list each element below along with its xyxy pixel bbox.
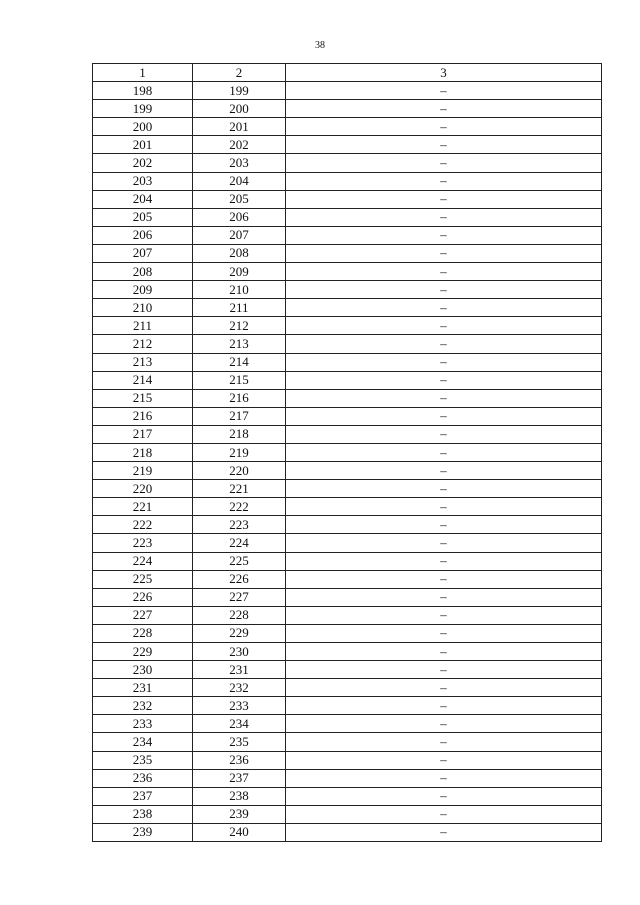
table-row (93, 787, 602, 805)
table-cell-col-2: 202 (193, 136, 286, 154)
table-cell-col-3: – (286, 425, 602, 443)
table-cell-col-2: 228 (193, 606, 286, 624)
table-cell-col-3: – (286, 335, 602, 353)
table-cell-col-1: 210 (93, 299, 193, 317)
table-cell-col-1: 199 (93, 100, 193, 118)
table-cell-col-1: 205 (93, 208, 193, 226)
table-cell-col-3: – (286, 154, 602, 172)
table-row (93, 624, 602, 642)
table-cell-col-2: 231 (193, 661, 286, 679)
table-cell-col-2: 203 (193, 154, 286, 172)
table-cell-col-1: 214 (93, 371, 193, 389)
table-cell-col-3: – (286, 100, 602, 118)
table-cell-col-2: 223 (193, 516, 286, 534)
table-cell-col-1: 220 (93, 480, 193, 498)
table-cell-col-1: 204 (93, 190, 193, 208)
column-header-1: 1 (93, 64, 193, 82)
table-cell-col-3: – (286, 769, 602, 787)
table-row (93, 82, 602, 100)
table-cell-col-1: 201 (93, 136, 193, 154)
table-row (93, 371, 602, 389)
table-cell-col-3: – (286, 805, 602, 823)
table-cell-col-3: – (286, 226, 602, 244)
table-row (93, 715, 602, 733)
table-cell-col-1: 219 (93, 462, 193, 480)
table-cell-col-2: 212 (193, 317, 286, 335)
table-cell-col-3: – (286, 697, 602, 715)
table-cell-col-1: 234 (93, 733, 193, 751)
table-cell-col-1: 198 (93, 82, 193, 100)
table-cell-col-3: – (286, 588, 602, 606)
table-cell-col-1: 232 (93, 697, 193, 715)
table-cell-col-3: – (286, 823, 602, 841)
table-cell-col-1: 237 (93, 787, 193, 805)
table-cell-col-1: 224 (93, 552, 193, 570)
table-cell-col-2: 200 (193, 100, 286, 118)
table-cell-col-2: 239 (193, 805, 286, 823)
table-cell-col-2: 220 (193, 462, 286, 480)
table-cell-col-2: 210 (193, 281, 286, 299)
table-row (93, 100, 602, 118)
table-row (93, 208, 602, 226)
table-cell-col-1: 223 (93, 534, 193, 552)
table-cell-col-1: 235 (93, 751, 193, 769)
table-cell-col-1: 227 (93, 606, 193, 624)
data-table (92, 63, 602, 842)
table-cell-col-3: – (286, 606, 602, 624)
table-cell-col-2: 235 (193, 733, 286, 751)
table-cell-col-1: 215 (93, 389, 193, 407)
table-cell-col-3: – (286, 443, 602, 461)
table-cell-col-1: 202 (93, 154, 193, 172)
table-cell-col-3: – (286, 751, 602, 769)
table-cell-col-3: – (286, 534, 602, 552)
table-cell-col-3: – (286, 787, 602, 805)
table-cell-col-3: – (286, 389, 602, 407)
table-cell-col-3: – (286, 244, 602, 262)
table-cell-col-2: 238 (193, 787, 286, 805)
table-cell-col-2: 219 (193, 443, 286, 461)
table-cell-col-2: 237 (193, 769, 286, 787)
table-cell-col-2: 233 (193, 697, 286, 715)
table-cell-col-1: 216 (93, 407, 193, 425)
table-cell-col-2: 201 (193, 118, 286, 136)
table-row (93, 534, 602, 552)
table-cell-col-3: – (286, 317, 602, 335)
table-cell-col-2: 225 (193, 552, 286, 570)
table-cell-col-2: 221 (193, 480, 286, 498)
table-cell-col-3: – (286, 480, 602, 498)
table-cell-col-2: 211 (193, 299, 286, 317)
table-cell-col-3: – (286, 570, 602, 588)
table-cell-col-3: – (286, 624, 602, 642)
table-cell-col-1: 229 (93, 643, 193, 661)
table-cell-col-3: – (286, 371, 602, 389)
table-row (93, 733, 602, 751)
table-cell-col-3: – (286, 82, 602, 100)
table-cell-col-2: 204 (193, 172, 286, 190)
table-row (93, 588, 602, 606)
table-cell-col-1: 207 (93, 244, 193, 262)
table-cell-col-3: – (286, 190, 602, 208)
table-cell-col-2: 234 (193, 715, 286, 733)
table-cell-col-3: – (286, 661, 602, 679)
table-row (93, 552, 602, 570)
table-row (93, 244, 602, 262)
table-row (93, 389, 602, 407)
table-cell-col-1: 208 (93, 263, 193, 281)
table-row (93, 643, 602, 661)
table-cell-col-2: 218 (193, 425, 286, 443)
table-cell-col-1: 217 (93, 425, 193, 443)
column-header-3: 3 (286, 64, 602, 82)
table-cell-col-2: 236 (193, 751, 286, 769)
table-row (93, 281, 602, 299)
column-header-2: 2 (193, 64, 286, 82)
table-row (93, 498, 602, 516)
table-cell-col-1: 231 (93, 679, 193, 697)
table-cell-col-1: 203 (93, 172, 193, 190)
table-row (93, 226, 602, 244)
table-cell-col-1: 226 (93, 588, 193, 606)
table-cell-col-1: 212 (93, 335, 193, 353)
table-row (93, 823, 602, 841)
table-cell-col-3: – (286, 715, 602, 733)
table-header (93, 64, 602, 82)
table-cell-col-2: 215 (193, 371, 286, 389)
table-cell-col-3: – (286, 208, 602, 226)
table-cell-col-2: 199 (193, 82, 286, 100)
table-cell-col-3: – (286, 407, 602, 425)
table-cell-col-2: 240 (193, 823, 286, 841)
table-cell-col-3: – (286, 281, 602, 299)
table-row (93, 697, 602, 715)
table-cell-col-2: 214 (193, 353, 286, 371)
table-cell-col-3: – (286, 516, 602, 534)
table-row (93, 661, 602, 679)
table-cell-col-2: 217 (193, 407, 286, 425)
table-row (93, 751, 602, 769)
table-body (93, 82, 602, 842)
table-row (93, 299, 602, 317)
table-cell-col-1: 206 (93, 226, 193, 244)
table-cell-col-3: – (286, 118, 602, 136)
table-row (93, 407, 602, 425)
table-cell-col-3: – (286, 263, 602, 281)
table-cell-col-1: 238 (93, 805, 193, 823)
table-cell-col-2: 213 (193, 335, 286, 353)
table-row (93, 516, 602, 534)
table-row (93, 425, 602, 443)
table-row (93, 172, 602, 190)
table-cell-col-3: – (286, 498, 602, 516)
table-row (93, 606, 602, 624)
table-cell-col-1: 211 (93, 317, 193, 335)
table-row (93, 317, 602, 335)
table-cell-col-3: – (286, 462, 602, 480)
table-row (93, 805, 602, 823)
table-cell-col-1: 239 (93, 823, 193, 841)
table-row (93, 263, 602, 281)
table-row (93, 769, 602, 787)
table-cell-col-1: 221 (93, 498, 193, 516)
table-cell-col-2: 230 (193, 643, 286, 661)
table-cell-col-1: 230 (93, 661, 193, 679)
table-cell-col-1: 222 (93, 516, 193, 534)
table-cell-col-1: 218 (93, 443, 193, 461)
table-cell-col-1: 209 (93, 281, 193, 299)
table-cell-col-2: 226 (193, 570, 286, 588)
table-cell-col-2: 205 (193, 190, 286, 208)
table-cell-col-1: 200 (93, 118, 193, 136)
table-cell-col-3: – (286, 679, 602, 697)
table-row (93, 154, 602, 172)
table-cell-col-2: 229 (193, 624, 286, 642)
table-cell-col-3: – (286, 172, 602, 190)
table-cell-col-2: 206 (193, 208, 286, 226)
table-cell-col-1: 225 (93, 570, 193, 588)
table-cell-col-2: 224 (193, 534, 286, 552)
table-row (93, 190, 602, 208)
table-cell-col-2: 208 (193, 244, 286, 262)
table-row (93, 136, 602, 154)
table-cell-col-2: 227 (193, 588, 286, 606)
table-row (93, 443, 602, 461)
table-row (93, 462, 602, 480)
table-cell-col-1: 236 (93, 769, 193, 787)
table-cell-col-1: 228 (93, 624, 193, 642)
table-cell-col-3: – (286, 353, 602, 371)
table-row (93, 353, 602, 371)
table-header-row (93, 64, 602, 82)
table-row (93, 118, 602, 136)
table-cell-col-3: – (286, 643, 602, 661)
table-cell-col-1: 213 (93, 353, 193, 371)
table-row (93, 480, 602, 498)
table-cell-col-2: 209 (193, 263, 286, 281)
table-cell-col-2: 216 (193, 389, 286, 407)
table-row (93, 335, 602, 353)
page-number: 38 (315, 40, 325, 51)
table-cell-col-2: 207 (193, 226, 286, 244)
table-row (93, 570, 602, 588)
table-cell-col-3: – (286, 299, 602, 317)
table-cell-col-3: – (286, 136, 602, 154)
table-cell-col-1: 233 (93, 715, 193, 733)
table-cell-col-2: 222 (193, 498, 286, 516)
table-row (93, 679, 602, 697)
table-cell-col-3: – (286, 552, 602, 570)
table-cell-col-2: 232 (193, 679, 286, 697)
table-cell-col-3: – (286, 733, 602, 751)
